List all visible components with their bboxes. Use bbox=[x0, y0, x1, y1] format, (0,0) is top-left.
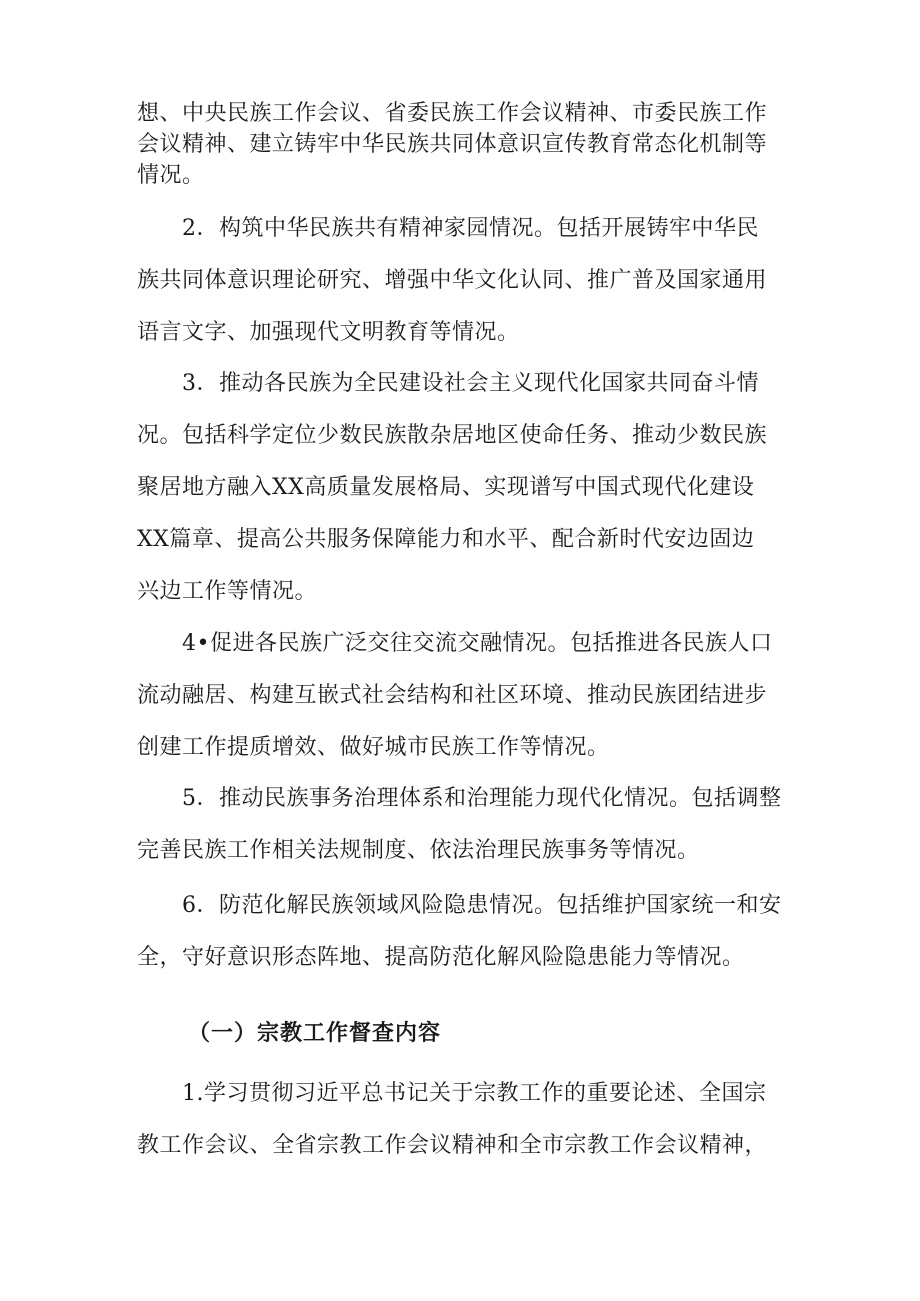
text-line: 3．推动各民族为全民建设社会主义现代化国家共同奋斗情 bbox=[137, 371, 759, 396]
text-line: 6．防范化解民族领域风险隐患情况。包括维护国家统一和安 bbox=[137, 893, 782, 918]
text-line: 兴边工作等情况。 bbox=[137, 579, 318, 604]
text-line: 1.学习贯彻习近平总书记关于宗教工作的重要论述、全国宗 bbox=[137, 1081, 767, 1106]
paragraph-item-4 bbox=[137, 618, 797, 774]
text-line: 教工作会议、全省宗教工作会议精神和全市宗教工作会议精神， bbox=[137, 1133, 768, 1158]
text-line: 2．构筑中华民族共有精神家园情况。包括开展铸牢中华民 bbox=[137, 216, 759, 241]
text-line: 4•促进各民族广泛交往交流交融情况。包括推进各民族人口 bbox=[137, 631, 773, 656]
text-line: 5．推动民族事务治理体系和治理能力现代化情况。包括调整 bbox=[137, 786, 782, 811]
paragraph-religion-1 bbox=[137, 1068, 797, 1172]
paragraph-item-6 bbox=[137, 880, 797, 984]
text-line: 全，守好意识形态阵地、提高防范化解风险隐患能力等情况。 bbox=[137, 945, 745, 970]
paragraph-continuation bbox=[137, 98, 797, 191]
paragraph-item-2 bbox=[137, 203, 797, 359]
text-line: 流动融居、构建互嵌式社会结构和社区环境、推动民族团结进步 bbox=[137, 683, 768, 708]
text-line: 语言文字、加强现代文明教育等情况。 bbox=[137, 320, 520, 345]
text-line: XX篇章、提高公共服务保障能力和水平、配合新时代安边固边 bbox=[137, 527, 755, 552]
text-line: 创建工作提质增效、做好城市民族工作等情况。 bbox=[137, 735, 610, 760]
paragraph-item-3 bbox=[137, 358, 797, 618]
text-line: 会议精神、建立铸牢中华民族共同体意识宣传教育常态化机制等 bbox=[137, 132, 768, 157]
text-line: 族共同体意识理论研究、增强中华文化认同、推广普及国家通用 bbox=[137, 268, 768, 293]
text-line: 想、中央民族工作会议、省委民族工作会议精神、市委民族工作 bbox=[137, 101, 768, 126]
paragraph-item-5 bbox=[137, 773, 797, 877]
text-line: 况。包括科学定位少数民族散杂居地区使命任务、推动少数民族 bbox=[137, 423, 768, 448]
section-heading: （一）宗教工作督查内容 bbox=[188, 1021, 442, 1046]
text-line: 完善民族工作相关法规制度、依法治理民族事务等情况。 bbox=[137, 838, 700, 863]
text-line: 情况。 bbox=[137, 163, 205, 188]
text-line: 聚居地方融入XX高质量发展格局、实现谱写中国式现代化建设 bbox=[137, 475, 755, 500]
